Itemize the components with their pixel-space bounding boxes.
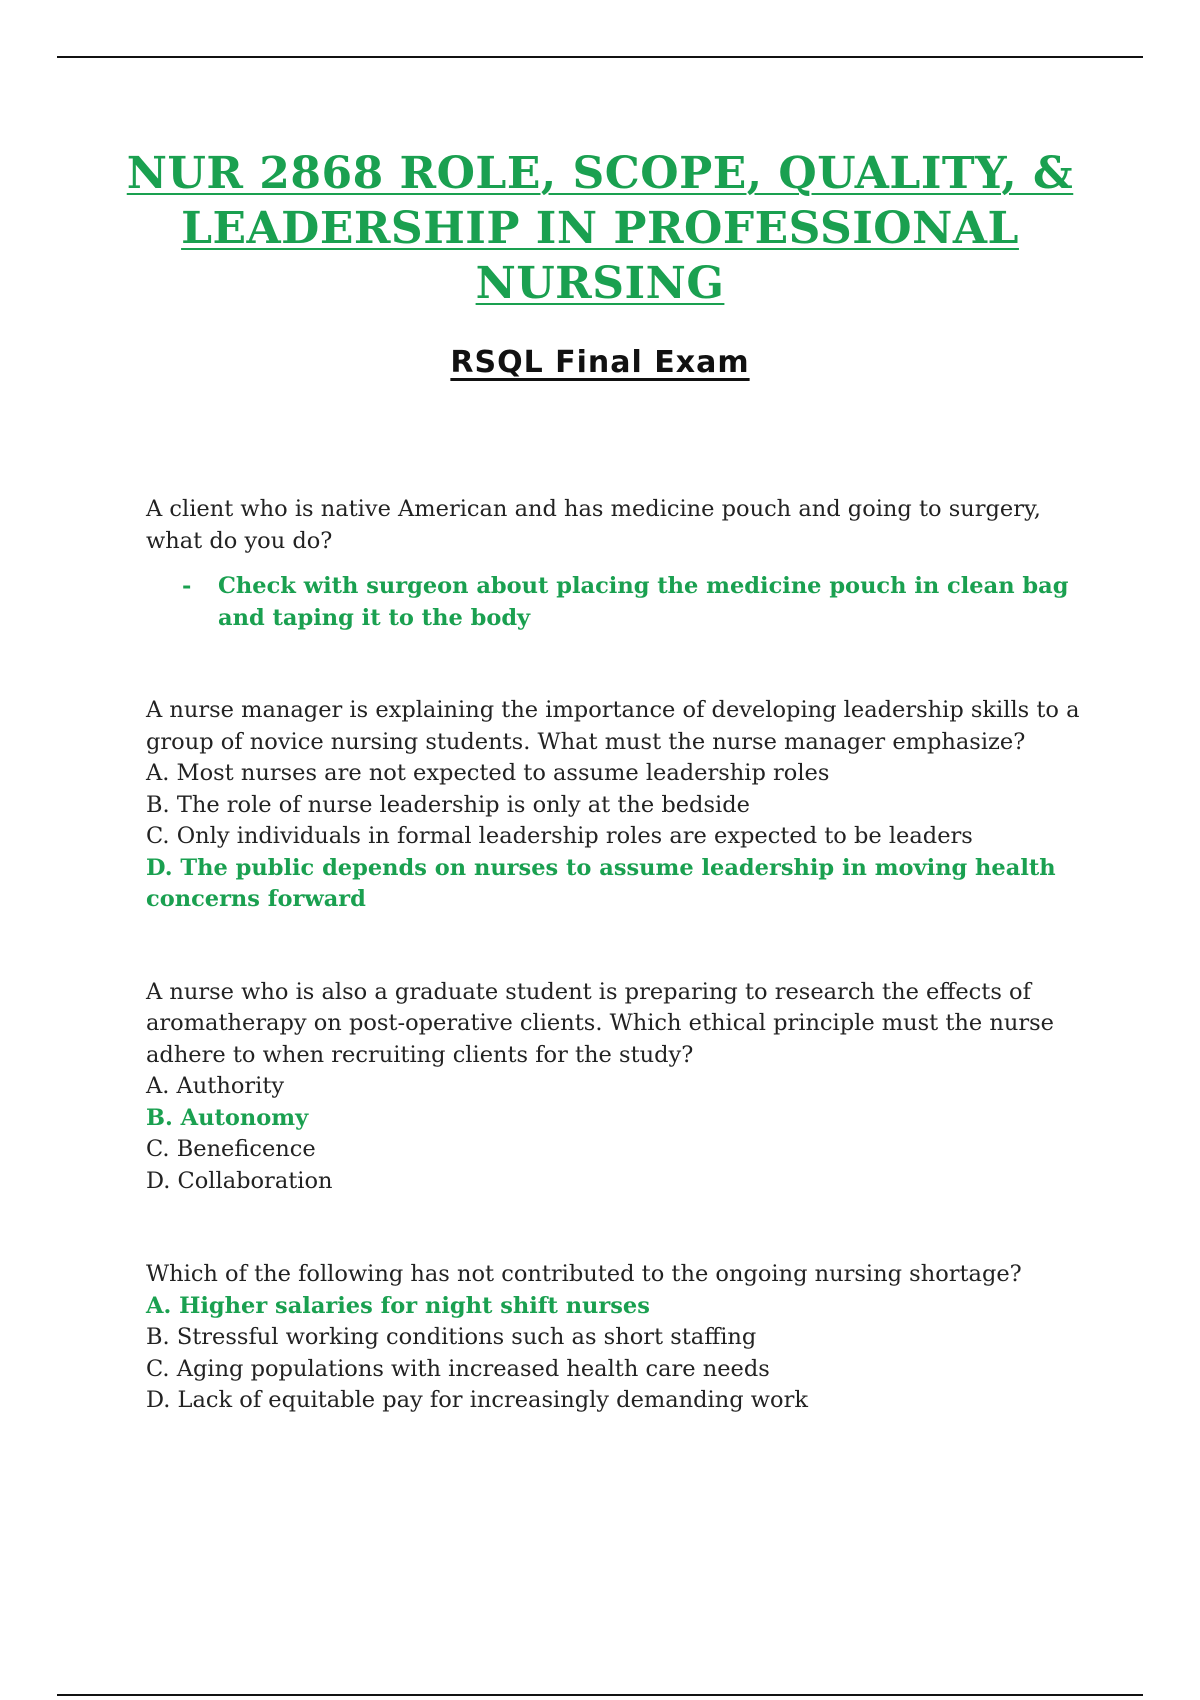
option-b: B. The role of nurse leadership is only at the bedside xyxy=(146,791,750,818)
question-stem: Which of the following has not contributed to the ongoing nursing shortage? xyxy=(146,1261,1022,1287)
question-stem: A nurse who is also a graduate student is preparing to research the effects of aromatherapy on post-operative clients. Which ethical principle must the nurse adhere to when recruiting clients for the study? xyxy=(146,978,1054,1068)
option-d-correct: D. The public depends on nurses to assume leadership in moving health concerns forward xyxy=(146,854,1056,912)
document-title xyxy=(60,146,1140,311)
option-b-correct: B. Autonomy xyxy=(146,1104,309,1131)
top-divider xyxy=(57,56,1143,58)
document-subtitle xyxy=(0,345,1200,380)
question-2 xyxy=(146,695,1086,916)
correct-answer: Check with surgeon about placing the medicine pouch in clean bag and taping it to the body xyxy=(218,573,1069,631)
question-stem: A nurse manager is explaining the importance of developing leadership skills to a group of novice nursing students. What must the nurse manager emphasize? xyxy=(146,697,1080,755)
question-stem: A client who is native American and has medicine pouch and going to surgery, what do you do? xyxy=(146,496,1041,554)
document-subtitle-text: RSQL Final Exam xyxy=(450,345,750,380)
document-title-text: NUR 2868 ROLE, SCOPE, QUALITY, & LEADERSHIP IN PROFESSIONAL NURSING xyxy=(126,148,1074,309)
option-b: B. Stressful working conditions such as short staffing xyxy=(146,1324,757,1350)
option-c: C. Only individuals in formal leadership roles are expected to be leaders xyxy=(146,823,973,849)
option-d: D. Collaboration xyxy=(146,1167,333,1194)
bottom-divider xyxy=(57,1694,1143,1696)
question-4 xyxy=(146,1259,1086,1417)
questions-list xyxy=(146,494,1086,1417)
option-a-correct: A. Higher salaries for night shift nurses xyxy=(146,1292,650,1319)
option-a: A. Most nurses are not expected to assume leadership roles xyxy=(146,760,830,786)
question-3 xyxy=(146,977,1086,1198)
option-c: C. Beneficence xyxy=(146,1136,316,1162)
option-a: A. Authority xyxy=(146,1073,285,1099)
question-1 xyxy=(146,494,1086,634)
answer-bullet xyxy=(182,571,1086,634)
option-d: D. Lack of equitable pay for increasingly demanding work xyxy=(146,1387,808,1413)
option-c: C. Aging populations with increased health care needs xyxy=(146,1355,770,1382)
bullet-dash: - xyxy=(182,573,192,599)
